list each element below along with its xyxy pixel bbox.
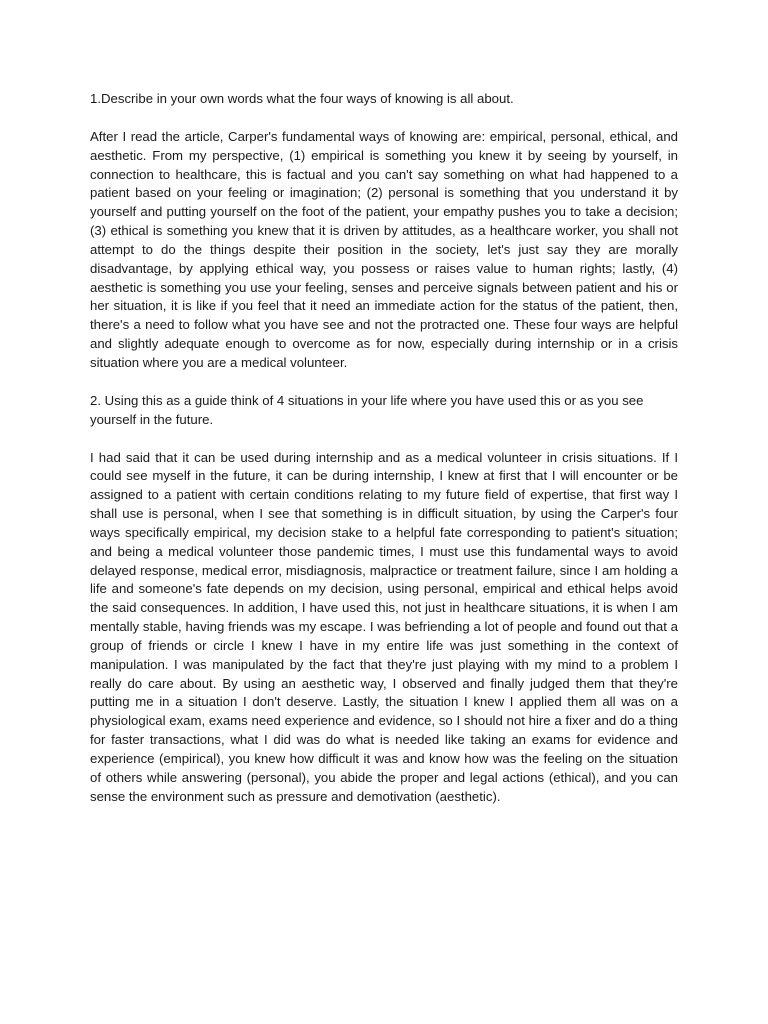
question-2: 2. Using this as a guide think of 4 situations in your life where you have used this or as you see yourself in the future.	[90, 392, 644, 427]
answer-1: After I read the article, Carper's fundamental ways of knowing are: empirical, personal, ethical, and aesthetic. From my perspective, (1) empirical is something you knew it by seeing by yourself, in connection to healthcare, this is factual and you can't say something on what had happened to a patient based on your feeling or imagination; (2) personal is something that you understand it by yourself and putting yourself on the foot of the patient, your empathy pushes you to take a decision; (3) ethical is something you knew that it is driven by attitudes, as a healthcare worker, you shall not attempt to do the things despite their position in the society, let's just say they are morally disadvantage, by applying ethical way, you possess or raises value to human rights; lastly, (4) aesthetic is something you use your feeling, senses and perceive signals between patient and his or her situation, it is like if you feel that it need an immediate action for the status of the patient, then, there's a need to follow what you have see and not the protracted one. These four ways are helpful and slightly adequate enough to overcome as for now, especially during internship or in a crisis situation where you are a medical volunteer.	[90, 128, 678, 370]
answer-2: I had said that it can be used during internship and as a medical volunteer in crisis situations. If I could see myself in the future, it can be during internship, I knew at first that I will encounter or be assigned to a patient with certain conditions relating to my future field of expertise, that first way I shall use is personal, when I see that something is in difficult situation, by using the Carper's four ways specifically empirical, my decision stake to a helpful fate corresponding to patient's situation; and being a medical volunteer those pandemic times, I must use this fundamental ways to avoid delayed response, medical error, misdiagnosis, malpractice or treatment failure, since I am holding a life and someone's fate depends on my decision, using personal, empirical and ethical helps avoid the said consequences. In addition, I have used this, not just in healthcare situations, it is when I am mentally stable, having friends was my escape. I was befriending a lot of people and found out that a group of friends or circle I knew I have in my entire life was just something in the context of manipulation. I was manipulated by the fact that they're just playing with my mind to a problem I really do care about. By using an aesthetic way, I observed and finally judged them that they're putting me in a situation I don't deserve. Lastly, the situation I knew I applied them all was on a physiological exam, exams need experience and evidence, so I should not hire a fixer and do a thing for faster transactions, what I did was do what is needed like taking an exams for evidence and experience (empirical), you knew how difficult it was and know how was the feeling on the situation of others while answering (personal), you abide the proper and legal actions (ethical), and you can sense the environment such as pressure and demotivation (aesthetic).	[90, 449, 678, 804]
question-1: 1.Describe in your own words what the four ways of knowing is all about.	[90, 91, 514, 106]
document-page	[90, 90, 678, 826]
